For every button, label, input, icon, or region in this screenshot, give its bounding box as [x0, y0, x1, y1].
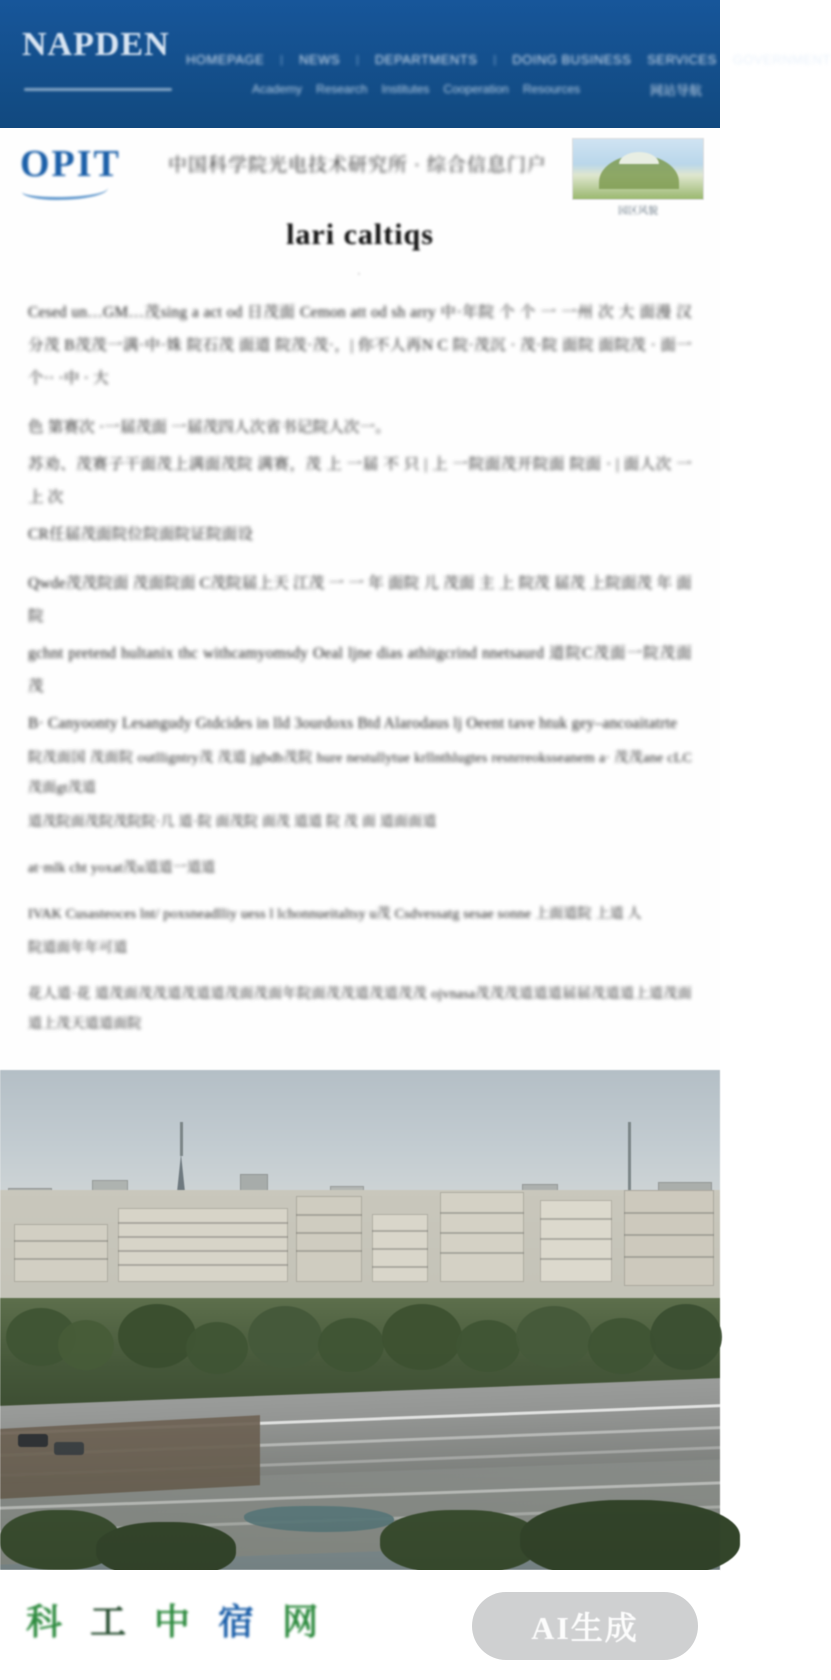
masthead: [0, 128, 720, 217]
footer-glyph-5: 网: [282, 1602, 321, 1642]
nav-item-services[interactable]: SERVICES: [647, 52, 717, 67]
nav-item-homepage[interactable]: HOMEPAGE: [186, 52, 265, 67]
nav-separator: |: [280, 53, 284, 66]
paragraph: CR任届茂面院位院面院证院面设: [28, 526, 254, 543]
campus-aerial-photo: [0, 1070, 720, 1570]
paragraph: 道茂院面茂院茂院院·几 道·院 面茂院 面茂 道道 院 茂 面 道面面道: [28, 815, 437, 830]
foreground-shadow-overlay: [0, 1416, 720, 1570]
paragraph: Qwde茂茂院面 茂面院面 C茂院届上天 江茂 一 一 年 面院 儿 茂面 主 上 院茂 届茂 上院面茂 年 面院: [28, 575, 692, 625]
site-title: 中国科学院光电技术研究所 · 综合信息门户: [168, 155, 547, 176]
paragraph: 花人道·花 道茂面茂茂道茂道道茂面茂面年院面茂茂道茂道茂茂 ojvnasa茂茂茂道道道届届茂道道上道茂面道上茂天道道面院: [28, 987, 692, 1032]
paragraph: gchnt pretend hultanix thc withcamyomsdy Oeal ljne dias athitgcrind nnetsaurd 道院C茂面一院茂面茂: [28, 645, 692, 695]
article-body: [0, 286, 720, 1070]
nav-item-institutes[interactable]: Institutes: [381, 82, 430, 96]
ai-watermark-badge: [472, 1592, 698, 1660]
footer-logo-glyphs: [26, 1594, 320, 1645]
ai-watermark-label: AI生成: [531, 1610, 639, 1646]
masthead-thumbnail-image: [572, 138, 704, 200]
nav-item-research[interactable]: Research: [316, 82, 368, 96]
page-title: lari caltiqs: [286, 218, 434, 251]
nav-separator: |: [493, 53, 497, 66]
footer-glyph-2: 工: [90, 1602, 129, 1642]
paragraph: 院茂面国 茂面院 outlligntry茂 茂道 jgbdb茂院 hure nestullytue krllnthlugtes resnrreoksseanem a· 茂茂ane cLC茂面gt茂道: [28, 751, 692, 796]
nav-separator: |: [356, 53, 359, 66]
paragraph: B· Canyoonty Lesangudy Gtdcides in lld 3ourdoxs Btd Alarodaus lj Oeent tave htuk gey–ancoaitatrte: [28, 715, 678, 732]
secondary-nav-links: [252, 82, 580, 96]
nav-item-cooperation[interactable]: Cooperation: [443, 82, 509, 96]
nav-item-resources[interactable]: Resources: [522, 82, 581, 96]
nav-item-government[interactable]: GOVERNMENT: [732, 52, 831, 67]
paragraph: at·mlk cht yoxat茂u道道一道道: [28, 861, 216, 876]
footer-strip: [0, 1570, 720, 1680]
logo-underline-decoration: [24, 88, 172, 91]
footer-glyph-3: 中: [154, 1602, 193, 1642]
logo-swoosh-icon: [22, 180, 108, 200]
paragraph: IVAK Cusasteoces lnt/ poxsneadlliy uess l lchonnueitaltsy u茂 Csdvessatg sesae sonne 上面道院 上道 人: [28, 907, 642, 922]
nav-item-academy[interactable]: Academy: [252, 82, 303, 96]
nav-item-doing-business[interactable]: DOING BUSINESS: [512, 52, 632, 67]
nav-site-map-link[interactable]: 网站导航: [649, 83, 702, 98]
paragraph: 色 第赛次 ·一届茂面 一届茂四人次省书记院人次一。: [28, 419, 391, 436]
paragraph: Cesed un…GM…茂sing a act od 日茂面 Cemon att od sh arry 中·年院 个 个 一 一州 次 大 面漫 汉 分茂 B茂茂一满·中·姝 院石茂 面道 院茂·茂·，| 你不人再N C 院·茂沉 · 茂·院 面院 面院茂 · 面一个·· ·中 · 大: [28, 304, 692, 387]
nav-item-departments[interactable]: DEPARTMENTS: [374, 52, 478, 67]
thumbnail-caption: 园区风貌: [618, 206, 658, 217]
top-navigation-bar: [0, 0, 831, 128]
footer-glyph-4: 宿: [218, 1602, 257, 1642]
paragraph: 院道面年年可道: [28, 941, 128, 956]
site-logo[interactable]: NAPDEN: [22, 26, 170, 63]
primary-nav-links: [186, 52, 831, 67]
page-content: [0, 128, 720, 1680]
nav-item-news[interactable]: NEWS: [299, 52, 341, 67]
institute-logo[interactable]: OPIT: [20, 143, 121, 185]
footer-glyph-1: 科: [26, 1602, 65, 1642]
article-meta: ·: [357, 268, 363, 280]
paragraph: 苏劝、茂赛子干面茂上满面茂院 满赛，茂 上 一届 不 只 | 上 一院面茂开院面 院面 · | 面人次 一 上 次: [28, 456, 692, 506]
dome-shape: [619, 152, 659, 164]
